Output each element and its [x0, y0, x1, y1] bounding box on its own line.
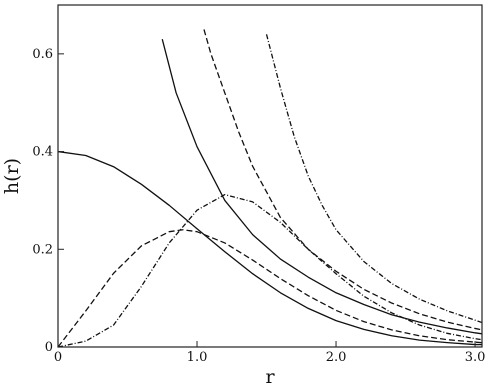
series-line-5 [204, 29, 482, 329]
y-axis-label: h(r) [1, 157, 23, 195]
y-tick-label: 0.6 [32, 46, 53, 62]
series-line-4 [162, 39, 482, 334]
y-tick-label: 0.4 [32, 144, 53, 160]
x-tick-label: 2.0 [325, 350, 347, 365]
series-line-1 [58, 152, 482, 345]
x-tick-label: 1.0 [186, 350, 208, 365]
x-tick-label: 0 [53, 350, 63, 365]
y-tick-label: 0.2 [32, 242, 53, 258]
x-tick-label: 3.0 [464, 350, 485, 365]
series-line-3 [58, 195, 482, 347]
series-layer [58, 29, 482, 347]
x-axis-label: r [265, 366, 275, 388]
y-tick-label: 0 [44, 340, 53, 355]
series-line-6 [267, 34, 482, 322]
series-line-2 [58, 230, 482, 347]
plot-frame [58, 5, 482, 347]
